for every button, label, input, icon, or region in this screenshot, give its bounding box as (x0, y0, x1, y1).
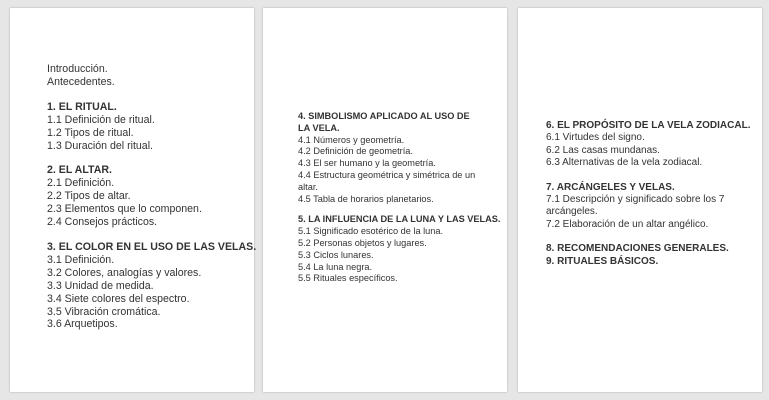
page-2-content (298, 111, 501, 285)
toc-item: 2.1 Definición. (47, 177, 115, 190)
toc-item: 6.1 Virtudes del signo. (546, 132, 645, 144)
section-heading-6: 6. EL PROPÓSITO DE LA VELA ZODIACAL. (546, 120, 751, 131)
section-heading-3: 3. EL COLOR EN EL USO DE LAS VELAS. (47, 240, 257, 253)
toc-item: 5.3 Ciclos lunares. (298, 249, 374, 260)
toc-item: 1.2 Tipos de ritual. (47, 126, 134, 139)
section-heading-9: 9. RITUALES BÁSICOS. (546, 255, 659, 267)
toc-item: 3.4 Siete colores del espectro. (47, 292, 190, 305)
toc-item: 3.5 Vibración cromática. (47, 305, 161, 318)
toc-item: 3.3 Unidad de medida. (47, 279, 154, 292)
toc-item: 1.1 Definición de ritual. (47, 113, 155, 126)
toc-item: 5.4 La luna negra. (298, 261, 373, 272)
toc-item: 5.1 Significado esotérico de la luna. (298, 226, 444, 237)
toc-item: 4.5 Tabla de horarios planetarios. (298, 193, 434, 204)
section-heading-2: 2. EL ALTAR. (47, 164, 112, 177)
toc-item: 3.2 Colores, analogías y valores. (47, 266, 202, 279)
section-heading-7: 7. ARCÁNGELES Y VELAS. (546, 181, 675, 193)
background-line: Antecedentes. (47, 75, 115, 88)
toc-item: 4.4 Estructura geométrica y simétrica de un altar. (298, 169, 476, 192)
section-heading-5: 5. LA INFLUENCIA DE LA LUNA Y LAS VELAS. (298, 214, 501, 225)
toc-item: 2.4 Consejos prácticos. (47, 216, 158, 229)
toc-item: 5.5 Rituales específicos. (298, 273, 398, 284)
toc-item: 2.2 Tipos de altar. (47, 190, 131, 203)
intro-line: Introducción. (47, 63, 108, 75)
toc-item: 6.2 Las casas mundanas. (546, 144, 660, 156)
section-heading-8: 8. RECOMENDACIONES GENERALES. (546, 243, 729, 255)
toc-item: 7.2 Elaboración de un altar angélico. (546, 218, 709, 230)
document-page-1 (10, 8, 257, 392)
toc-item: 5.2 Personas objetos y lugares. (298, 237, 427, 248)
toc-item: 4.3 El ser humano y la geometría. (298, 158, 436, 169)
toc-item: 2.3 Elementos que lo componen. (47, 203, 202, 216)
page-1-content (47, 63, 257, 331)
toc-item: 4.1 Números y geometría. (298, 134, 405, 145)
section-heading-1: 1. EL RITUAL. (47, 100, 117, 113)
toc-item: 3.1 Definición. (47, 253, 115, 266)
page-3-content (546, 120, 751, 268)
toc-item: 1.3 Duración del ritual. (47, 139, 153, 152)
document-page-3 (518, 8, 762, 392)
toc-item: 7.1 Descripción y significado sobre los 7 arcángeles. (546, 194, 725, 218)
toc-item: 3.6 Arquetipos. (47, 318, 118, 331)
toc-item: 4.2 Definición de geometría. (298, 146, 413, 157)
section-heading-4: 4. SIMBOLISMO APLICADO AL USO DE LA VELA. (298, 111, 470, 133)
toc-item: 6.3 Alternativas de la vela zodiacal. (546, 157, 703, 169)
document-page-2 (263, 8, 507, 392)
